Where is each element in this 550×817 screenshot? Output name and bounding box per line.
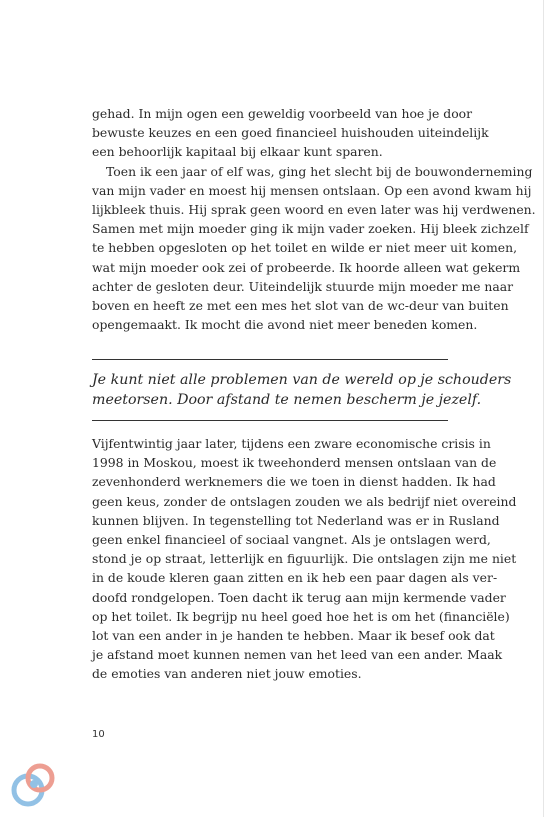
text-line: wat mijn moeder ook zei of probeerde. Ik hoorde alleen wat gekerm — [92, 259, 521, 275]
quote-rule-bottom — [92, 420, 448, 421]
bol-logo-watermark-icon — [6, 752, 66, 812]
pull-quote-line: meetorsen. Door afstand te nemen bescherm je jezelf. — [92, 392, 482, 408]
text-block-bottom — [92, 434, 517, 683]
text-line: boven en heeft ze met een mes het slot van de wc-deur van buiten — [92, 297, 509, 313]
text-line: Vijfentwintig jaar later, tijdens een zware economische crisis in — [92, 436, 491, 451]
text-line: van mijn vader en moest hij mensen ontslaan. Op een avond kwam hij — [92, 182, 532, 198]
text-line: lot van een ander in je handen te hebben. Maar ik besef ook dat — [92, 627, 495, 643]
quote-rule-top — [92, 359, 448, 360]
text-line: in de koude kleren gaan zitten en ik heb een paar dagen als ver- — [92, 570, 498, 586]
text-line: doofd rondgelopen. Toen dacht ik terug aan mijn kermende vader — [92, 589, 506, 605]
text-line: opengemaakt. Ik mocht die avond niet meer beneden komen. — [92, 317, 478, 333]
text-line: bewuste keuzes en een goed financieel huishouden uiteindelijk — [92, 125, 489, 141]
page-edge — [543, 0, 544, 817]
text-line: zevenhonderd werknemers die we toen in dienst hadden. Ik had — [92, 474, 496, 490]
text-line: geen keus, zonder de ontslagen zouden we als bedrijf niet overeind — [92, 493, 517, 509]
text-block-top — [92, 104, 536, 334]
text-line: Toen ik een jaar of elf was, ging het slecht bij de bouwonderneming — [106, 163, 533, 179]
text-line: een behoorlijk kapitaal bij elkaar kunt sparen. — [92, 144, 383, 160]
text-line: stond je op straat, letterlijk en figuurlijk. Die ontslagen zijn me niet — [92, 551, 517, 567]
text-line: geen enkel financieel of sociaal vangnet. Als je ontslagen werd, — [92, 531, 491, 547]
text-line: lijkbleek thuis. Hij sprak geen woord en even later was hij verdwenen. — [92, 201, 536, 217]
text-line: op het toilet. Ik begrijp nu heel goed hoe het is om het (financiële) — [92, 608, 510, 624]
page-number: 10 — [92, 729, 105, 740]
text-line: achter de gesloten deur. Uiteindelijk stuurde mijn moeder me naar — [92, 278, 514, 294]
text-line: je afstand moet kunnen nemen van het leed van een ander. Maak — [92, 647, 503, 663]
pull-quote — [92, 370, 512, 410]
text-line: 1998 in Moskou, moest ik tweehonderd mensen ontslaan van de — [92, 455, 497, 471]
text-line: gehad. In mijn ogen een geweldig voorbeeld van hoe je door — [92, 106, 473, 121]
text-line: kunnen blijven. In tegenstelling tot Nederland was er in Rusland — [92, 512, 500, 528]
pull-quote-line: Je kunt niet alle problemen van de wereld op je schouders — [92, 372, 512, 388]
text-line: te hebben opgesloten op het toilet en wilde er niet meer uit komen, — [92, 240, 518, 256]
text-line: de emoties van anderen niet jouw emoties. — [92, 666, 362, 682]
text-line: Samen met mijn moeder ging ik mijn vader zoeken. Hij bleek zichzelf — [92, 221, 529, 237]
